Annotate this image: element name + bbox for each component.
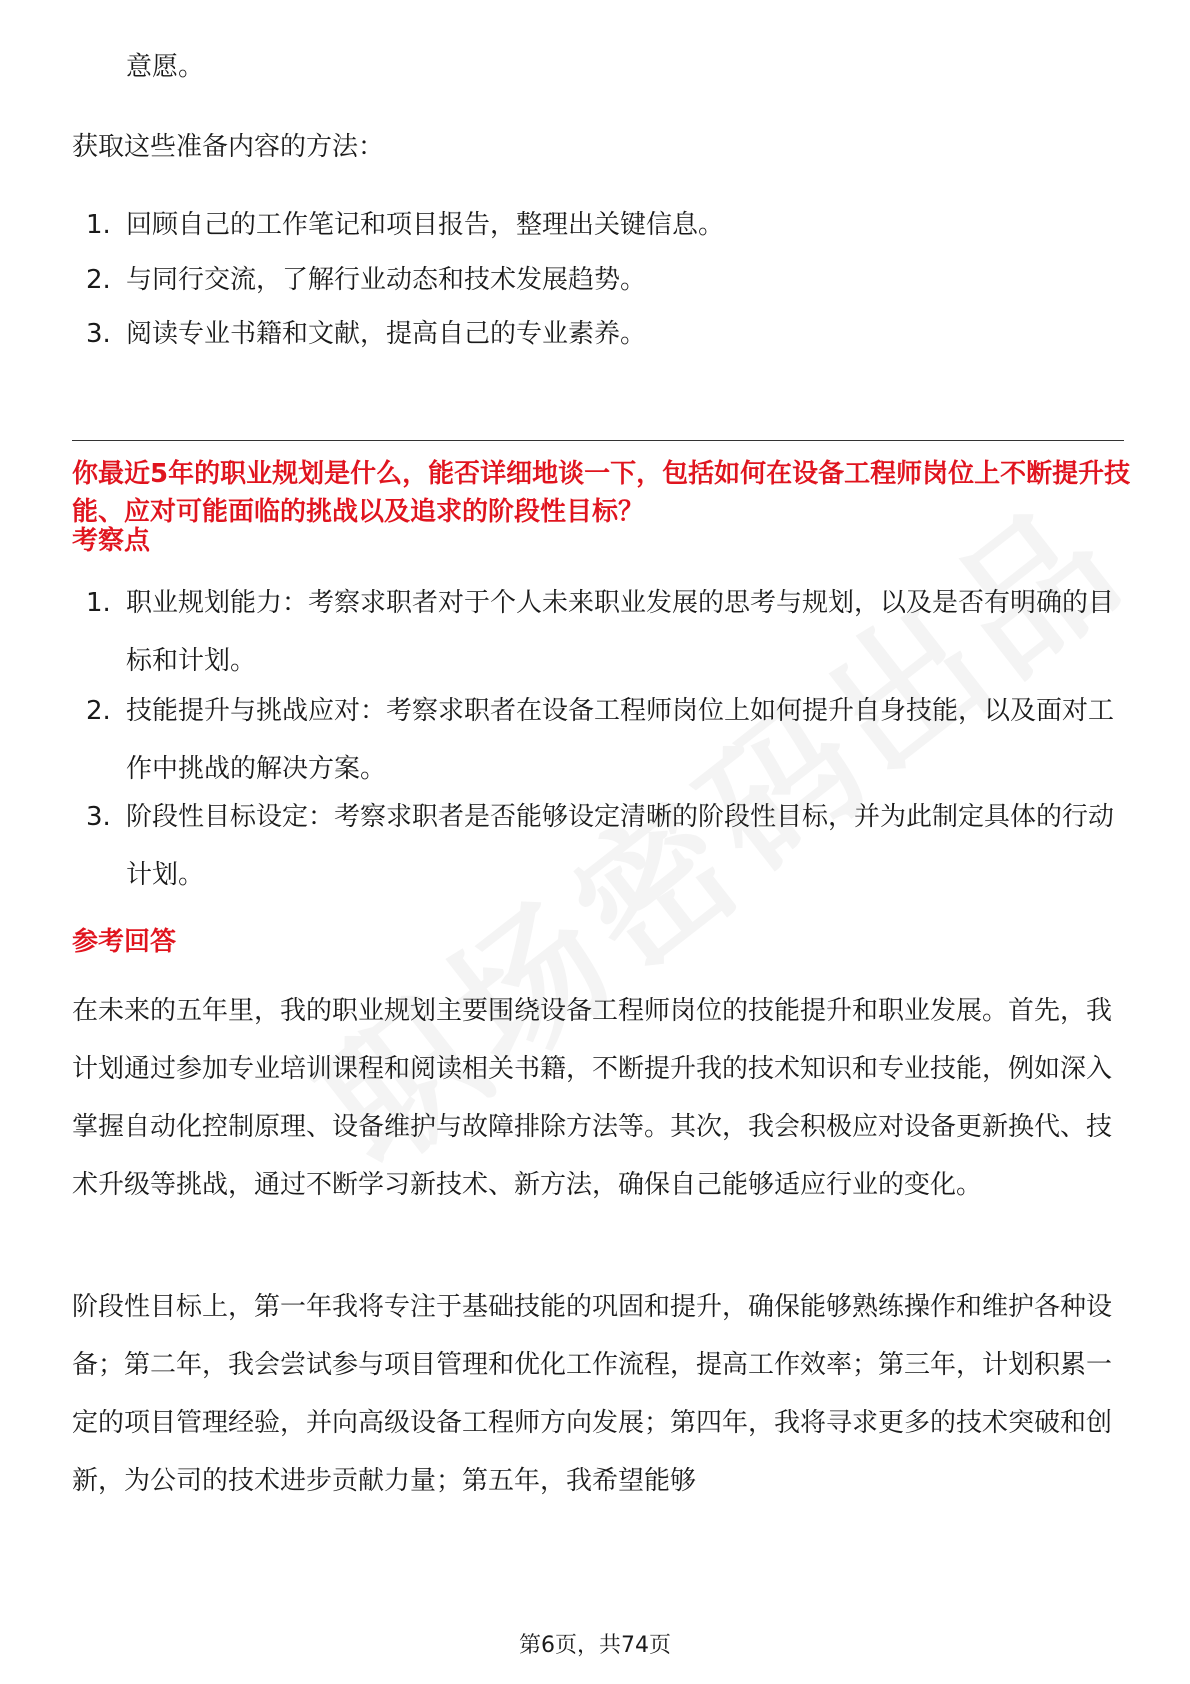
reference-answer-heading: 参考回答 — [72, 927, 177, 957]
list-text: 与同行交流，了解行业动态和技术发展趋势。 — [126, 265, 647, 295]
section-divider — [72, 440, 1124, 441]
prep-methods-intro: 获取这些准备内容的方法： — [72, 132, 385, 162]
continued-fragment: 意愿。 — [126, 52, 205, 82]
list-item — [86, 682, 1122, 798]
list-text: 阅读专业书籍和文献，提高自己的专业素养。 — [126, 319, 647, 349]
assessment-heading: 考察点 — [72, 526, 151, 556]
list-item — [86, 788, 1122, 904]
list-item — [86, 305, 1122, 363]
list-number: 1. — [86, 588, 111, 618]
answer-paragraph: 在未来的五年里，我的职业规划主要围绕设备工程师岗位的技能提升和职业发展。首先，我计划通过参加专业培训课程和阅读相关书籍，不断提升我的技术知识和专业技能，例如深入掌握自动化控制原理、设备维护与故障排除方法等。其次，我会积极应对设备更新换代、技术升级等挑战，通过不断学习新技术、新方法，确保自己能够适应行业的变化。 — [72, 996, 1113, 1200]
list-item — [86, 251, 1122, 309]
answer-paragraph: 阶段性目标上，第一年我将专注于基础技能的巩固和提升，确保能够熟练操作和维护各种设备；第二年，我会尝试参与项目管理和优化工作流程，提高工作效率；第三年，计划积累一定的项目管理经验，并向高级设备工程师方向发展；第四年，我将寻求更多的技术突破和创新，为公司的技术进步贡献力量；第五年，我希望能够 — [72, 1292, 1113, 1496]
list-number: 1. — [86, 210, 111, 240]
list-text: 职业规划能力：考察求职者对于个人未来职业发展的思考与规划，以及是否有明确的目标和计划。 — [126, 588, 1115, 676]
list-number: 3. — [86, 802, 111, 832]
list-number: 3. — [86, 319, 111, 349]
list-number: 2. — [86, 265, 111, 295]
page-number: 第6页，共74页 — [519, 1633, 671, 1658]
list-text: 技能提升与挑战应对：考察求职者在设备工程师岗位上如何提升自身技能，以及面对工作中挑战的解决方案。 — [126, 696, 1115, 784]
list-text: 回顾自己的工作笔记和项目报告，整理出关键信息。 — [126, 210, 725, 240]
interview-question: 你最近5年的职业规划是什么，能否详细地谈一下，包括如何在设备工程师岗位上不断提升技能、应对可能面临的挑战以及追求的阶段性目标？ — [72, 459, 1131, 527]
list-text: 阶段性目标设定：考察求职者是否能够设定清晰的阶段性目标，并为此制定具体的行动计划。 — [126, 802, 1115, 890]
list-item — [86, 196, 1122, 254]
list-number: 2. — [86, 696, 111, 726]
list-item — [86, 574, 1122, 690]
